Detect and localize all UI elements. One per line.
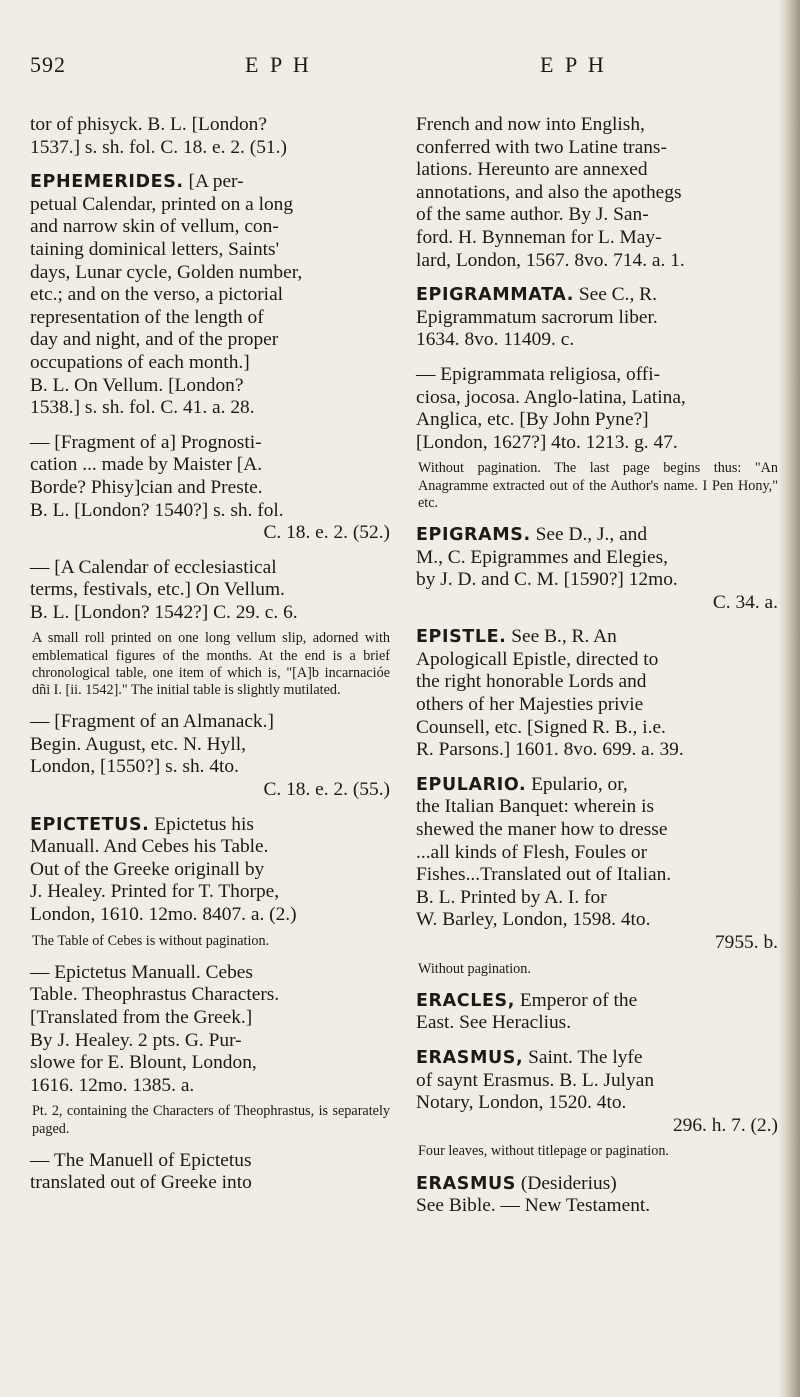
text-line: [London, 1627?] 4to. 1213. g. 47.: [416, 431, 678, 453]
entry-note: Pt. 2, containing the Characters of Theophrastus, is separately paged.: [32, 1103, 390, 1137]
text-line: M., C. Epigrammes and Elegies,: [416, 546, 669, 568]
text-line: the right honorable Lords and: [416, 671, 647, 693]
entry-epictetus: [30, 814, 390, 927]
text-line: conferred with two Latine trans-: [416, 136, 667, 158]
entry-manuell: [30, 1150, 390, 1195]
text-line: C. 18. e. 2. (52.): [263, 522, 390, 544]
text-line: B. L. Printed by A. I. for: [416, 886, 607, 908]
text-line: — Epictetus Manuall. Cebes: [30, 961, 253, 983]
left-column: [30, 114, 390, 1207]
entry-epictetus-manuall: [30, 962, 390, 1098]
entry-epistle: [416, 626, 778, 762]
text-line: — [Fragment of an Almanack.]: [30, 711, 274, 733]
text-line: C. 34. a.: [712, 591, 778, 613]
entry-epigrams: [416, 524, 778, 614]
text-line: B. L. [London? 1542?] C. 29. c. 6.: [30, 601, 298, 623]
entry-epigrammata-religiosa: [416, 364, 778, 454]
entry-heading: ERASMUS: [416, 1173, 517, 1194]
text-line: By J. Healey. 2 pts. G. Pur-: [30, 1029, 242, 1051]
page-edge: [778, 0, 800, 1397]
entry-almanack: [30, 711, 390, 801]
text-line: of saynt Erasmus. B. L. Julyan: [416, 1069, 655, 1091]
text-line: translated out of Greeke into: [30, 1172, 252, 1194]
text-line: [A per-: [183, 171, 244, 193]
text-line: Counsell, etc. [Signed R. B., i.e.: [416, 716, 666, 738]
entry-heading: EPIGRAMS.: [416, 524, 531, 545]
text-line: Notary, London, 1520. 4to.: [416, 1092, 627, 1114]
entry-heading: ERACLES,: [416, 990, 515, 1011]
text-line: Table. Theophrastus Characters.: [30, 984, 280, 1006]
entry-heading: EPHEMERIDES.: [30, 172, 184, 193]
text-line: Epictetus his: [149, 813, 254, 835]
entry-note: Four leaves, without titlepage or pagination.: [418, 1143, 669, 1160]
text-line: petual Calendar, printed on a long: [30, 193, 294, 215]
text-line: of the same author. By J. San-: [416, 204, 649, 226]
entry-note: A small roll printed on one long vellum slip, adorned with emblematical figures of the months. At the end is a brief chronological table, one item of which is, "[A]b incarnacióe dñi I. [ii. 1542]." The initial table is slightly mutilated.: [32, 630, 390, 699]
entry-eracles: [416, 990, 778, 1035]
text-line: 1538.] s. sh. fol. C. 41. a. 28.: [30, 397, 255, 419]
text-line: See B., R. An: [506, 626, 617, 648]
text-line: representation of the length of: [30, 306, 264, 328]
entry-heading: EPULARIO.: [416, 774, 527, 795]
text-line: East. See Heraclius.: [416, 1012, 572, 1034]
text-line: B. L. On Vellum. [London?: [30, 374, 244, 396]
text-line: 1616. 12mo. 1385. a.: [30, 1074, 195, 1096]
text-line: 1537.] s. sh. fol. C. 18. e. 2. (51.): [30, 136, 287, 158]
entry-manuell-cont: [416, 114, 778, 272]
text-line: annotations, and also the apothegs: [416, 181, 682, 203]
text-line: lations. Hereunto are annexed: [416, 159, 648, 181]
entry-heading: ERASMUS,: [416, 1048, 524, 1068]
text-line: Out of the Greeke originall by: [30, 858, 265, 880]
left-running-head: E P H: [245, 52, 312, 77]
text-line: day and night, and of the proper: [30, 329, 279, 351]
text-line: London, 1610. 12mo. 8407. a. (2.): [30, 904, 297, 926]
entry-heading: EPIGRAMMATA.: [416, 285, 574, 306]
text-line: [Translated from the Greek.]: [30, 1007, 253, 1029]
text-line: ford. H. Bynneman for L. May-: [416, 226, 662, 248]
text-line: B. L. [London? 1540?] s. sh. fol.: [30, 499, 284, 521]
text-line: — The Manuell of Epictetus: [30, 1149, 252, 1171]
entry-erasmus-saint: [416, 1047, 778, 1137]
text-line: slowe for E. Blount, London,: [30, 1052, 257, 1074]
text-line: Anglica, etc. [By John Pyne?]: [416, 409, 649, 431]
entry-note: The Table of Cebes is without pagination.: [32, 932, 270, 949]
text-line: Apologicall Epistle, directed to: [416, 648, 659, 670]
text-line: others of her Majesties privie: [416, 694, 644, 716]
entry-heading: EPISTLE.: [416, 627, 507, 648]
entry-epigrammata: [416, 284, 778, 352]
entry-epulario: [416, 774, 778, 955]
right-column: [416, 114, 778, 1230]
text-line: taining dominical letters, Saints': [30, 238, 280, 260]
entry-calendar: [30, 557, 390, 625]
text-line: London, [1550?] s. sh. 4to.: [30, 756, 239, 778]
text-line: Manuall. And Cebes his Table.: [30, 836, 269, 858]
text-line: shewed the maner how to dresse: [416, 819, 668, 841]
text-line: W. Barley, London, 1598. 4to.: [416, 909, 651, 931]
text-line: days, Lunar cycle, Golden number,: [30, 261, 303, 283]
running-header: [0, 52, 800, 82]
text-line: See Bible. — New Testament.: [416, 1195, 651, 1217]
entry-prognostication: [30, 432, 390, 545]
text-line: etc.; and on the verso, a pictorial: [30, 284, 284, 306]
page-number: 592: [30, 52, 66, 77]
text-line: — [A Calendar of ecclesiastical: [30, 556, 277, 578]
text-line: ...all kinds of Flesh, Foules or: [416, 841, 648, 863]
text-line: and narrow skin of vellum, con-: [30, 216, 279, 238]
text-line: 296. h. 7. (2.): [672, 1114, 778, 1136]
text-line: 7955. b.: [714, 932, 778, 954]
text-line: the Italian Banquet: wherein is: [416, 796, 654, 818]
text-line: Epigrammatum sacrorum liber.: [416, 306, 658, 328]
text-line: cation ... made by Maister [A.: [30, 454, 263, 476]
text-line: Emperor of the: [514, 989, 638, 1011]
text-line: by J. D. and C. M. [1590?] 12mo.: [416, 569, 678, 591]
text-line: French and now into English,: [416, 114, 645, 135]
text-line: (Desiderius): [516, 1172, 617, 1194]
right-running-head: E P H: [540, 52, 607, 77]
text-line: Saint. The lyfe: [523, 1047, 643, 1068]
text-line: Epulario, or,: [526, 773, 628, 795]
text-line: 1634. 8vo. 11409. c.: [416, 329, 575, 351]
entry-note: Without pagination. The last page begins thus: "An Anagramme extracted out of the Author's name. I Pen Hony," etc.: [418, 460, 778, 511]
entry-note: Without pagination.: [418, 960, 531, 977]
text-line: Fishes...Translated out of Italian.: [416, 864, 672, 886]
entry-erasmus-desiderius: [416, 1173, 778, 1218]
text-line: Borde? Phisy]cian and Preste.: [30, 476, 263, 498]
entry-physick-tail: [30, 114, 390, 159]
text-line: J. Healey. Printed for T. Thorpe,: [30, 881, 280, 903]
text-line: occupations of each month.]: [30, 351, 250, 373]
text-line: — [Fragment of a] Prognosti-: [30, 431, 262, 453]
text-line: R. Parsons.] 1601. 8vo. 699. a. 39.: [416, 739, 684, 761]
text-line: C. 18. e. 2. (55.): [263, 779, 390, 801]
text-line: Begin. August, etc. N. Hyll,: [30, 733, 246, 755]
text-line: ciosa, jocosa. Anglo-latina, Latina,: [416, 386, 686, 408]
text-line: — Epigrammata religiosa, offi-: [416, 363, 661, 385]
entry-heading: EPICTETUS.: [30, 814, 150, 835]
text-line: terms, festivals, etc.] On Vellum.: [30, 579, 285, 601]
text-line: tor of phisyck. B. L. [London?: [30, 114, 267, 135]
text-line: See C., R.: [573, 284, 657, 306]
entry-ephemerides: [30, 171, 390, 420]
text-line: See D., J., and: [530, 523, 648, 545]
text-line: lard, London, 1567. 8vo. 714. a. 1.: [416, 249, 685, 271]
